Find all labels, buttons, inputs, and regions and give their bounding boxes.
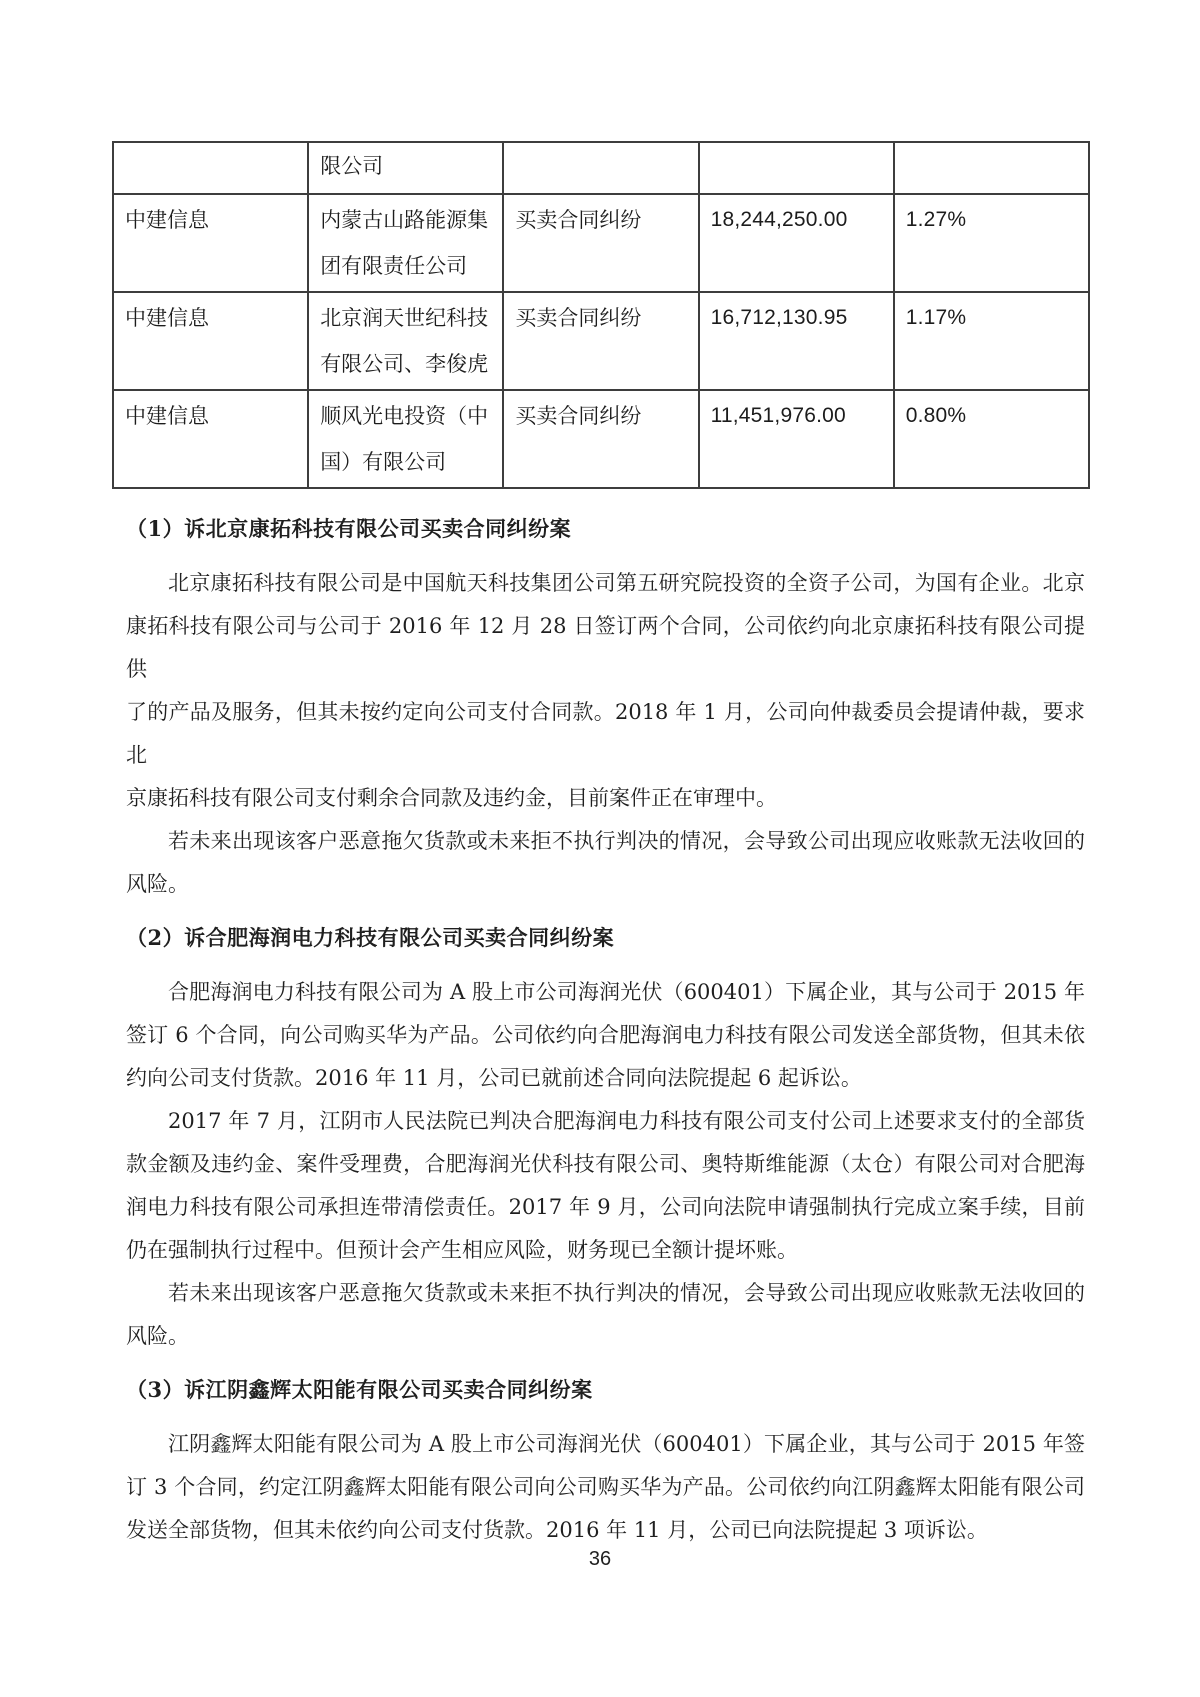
table-cell: 中建信息 xyxy=(113,390,308,488)
paragraph-line: 若未来出现该客户恶意拖欠货款或未来拒不执行判决的情况，会导致公司出现应收账款无法收回的 xyxy=(168,1281,1085,1305)
case-1-heading: （1）诉北京康拓科技有限公司买卖合同纠纷案 xyxy=(126,516,572,541)
document-body xyxy=(126,479,1085,1552)
table-cell: 买卖合同纠纷 xyxy=(503,390,698,488)
table-cell: 11,451,976.00 xyxy=(699,390,894,488)
paragraph xyxy=(126,820,1085,906)
paragraph-line: 2017 年 7 月，江阴市人民法院已判决合肥海润电力科技有限公司支付公司上述要求支付的全部货 xyxy=(168,1109,1085,1133)
table-cell: 买卖合同纠纷 xyxy=(503,292,698,390)
paragraph-line: 约向公司支付货款。2016 年 11 月，公司已就前述合同向法院提起 6 起诉讼。 xyxy=(126,1066,862,1090)
table-cell: 16,712,130.95 xyxy=(699,292,894,390)
table-cell: 1.17% xyxy=(894,292,1089,390)
paragraph-line: 仍在强制执行过程中。但预计会产生相应风险，财务现已全额计提坏账。 xyxy=(126,1238,798,1262)
paragraph-line: 北京康拓科技有限公司是中国航天科技集团公司第五研究院投资的全资子公司，为国有企业。北京 xyxy=(168,571,1085,595)
table-cell: 中建信息 xyxy=(113,292,308,390)
table-row xyxy=(113,390,1089,488)
paragraph-line: 风险。 xyxy=(126,1324,189,1348)
paragraph-line: 签订 6 个合同，向公司购买华为产品。公司依约向合肥海润电力科技有限公司发送全部货物，但其未依 xyxy=(126,1023,1085,1047)
table-cell xyxy=(699,142,894,194)
case-section-1 xyxy=(126,507,1085,906)
table-cell xyxy=(503,142,698,194)
table-cell: 顺风光电投资（中国）有限公司 xyxy=(308,390,503,488)
paragraph-line: 江阴鑫辉太阳能有限公司为 A 股上市公司海润光伏（600401）下属企业，其与公司于 2015 年签 xyxy=(168,1432,1085,1456)
paragraph xyxy=(126,1100,1085,1272)
paragraph-line: 合肥海润电力科技有限公司为 A 股上市公司海润光伏（600401）下属企业，其与公司于 2015 年 xyxy=(168,980,1085,1004)
paragraph-line: 若未来出现该客户恶意拖欠货款或未来拒不执行判决的情况，会导致公司出现应收账款无法收回的 xyxy=(168,829,1085,853)
table-cell xyxy=(894,142,1089,194)
paragraph xyxy=(126,1423,1085,1552)
table-cell: 1.27% xyxy=(894,194,1089,292)
paragraph-line: 润电力科技有限公司承担连带清偿责任。2017 年 9 月，公司向法院申请强制执行完成立案手续，目前 xyxy=(126,1195,1085,1219)
litigation-table xyxy=(112,141,1090,489)
table-cell: 买卖合同纠纷 xyxy=(503,194,698,292)
table-cell xyxy=(113,142,308,194)
table-cell: 限公司 xyxy=(308,142,503,194)
table-cell: 18,244,250.00 xyxy=(699,194,894,292)
paragraph-line: 了的产品及服务，但其未按约定向公司支付合同款。2018 年 1 月，公司向仲裁委员会提请仲裁，要求北 xyxy=(126,700,1085,767)
case-section-3 xyxy=(126,1368,1085,1552)
table-cell: 中建信息 xyxy=(113,194,308,292)
table-cell: 内蒙古山路能源集团有限责任公司 xyxy=(308,194,503,292)
paragraph-line: 风险。 xyxy=(126,872,189,896)
paragraph-line: 款金额及违约金、案件受理费，合肥海润光伏科技有限公司、奥特斯维能源（太仓）有限公司对合肥海 xyxy=(126,1152,1085,1176)
table-row xyxy=(113,194,1089,292)
paragraph-line: 康拓科技有限公司与公司于 2016 年 12 月 28 日签订两个合同，公司依约向北京康拓科技有限公司提供 xyxy=(126,614,1085,681)
table-cell: 北京润天世纪科技有限公司、李俊虎 xyxy=(308,292,503,390)
case-section-2 xyxy=(126,916,1085,1358)
paragraph xyxy=(126,562,1085,820)
paragraph xyxy=(126,971,1085,1100)
table-cell: 0.80% xyxy=(894,390,1089,488)
paragraph-line: 发送全部货物，但其未依约向公司支付货款。2016 年 11 月，公司已向法院提起 3 项诉讼。 xyxy=(126,1518,988,1542)
page-number: 36 xyxy=(588,1548,612,1570)
paragraph xyxy=(126,1272,1085,1358)
table-row xyxy=(113,292,1089,390)
case-2-heading: （2）诉合肥海润电力科技有限公司买卖合同纠纷案 xyxy=(126,925,615,950)
paragraph-line: 京康拓科技有限公司支付剩余合同款及违约金，目前案件正在审理中。 xyxy=(126,786,777,810)
case-3-heading: （3）诉江阴鑫辉太阳能有限公司买卖合同纠纷案 xyxy=(126,1377,593,1402)
paragraph-line: 订 3 个合同，约定江阴鑫辉太阳能有限公司向公司购买华为产品。公司依约向江阴鑫辉太阳能有限公司 xyxy=(126,1475,1085,1499)
table-row xyxy=(113,142,1089,194)
